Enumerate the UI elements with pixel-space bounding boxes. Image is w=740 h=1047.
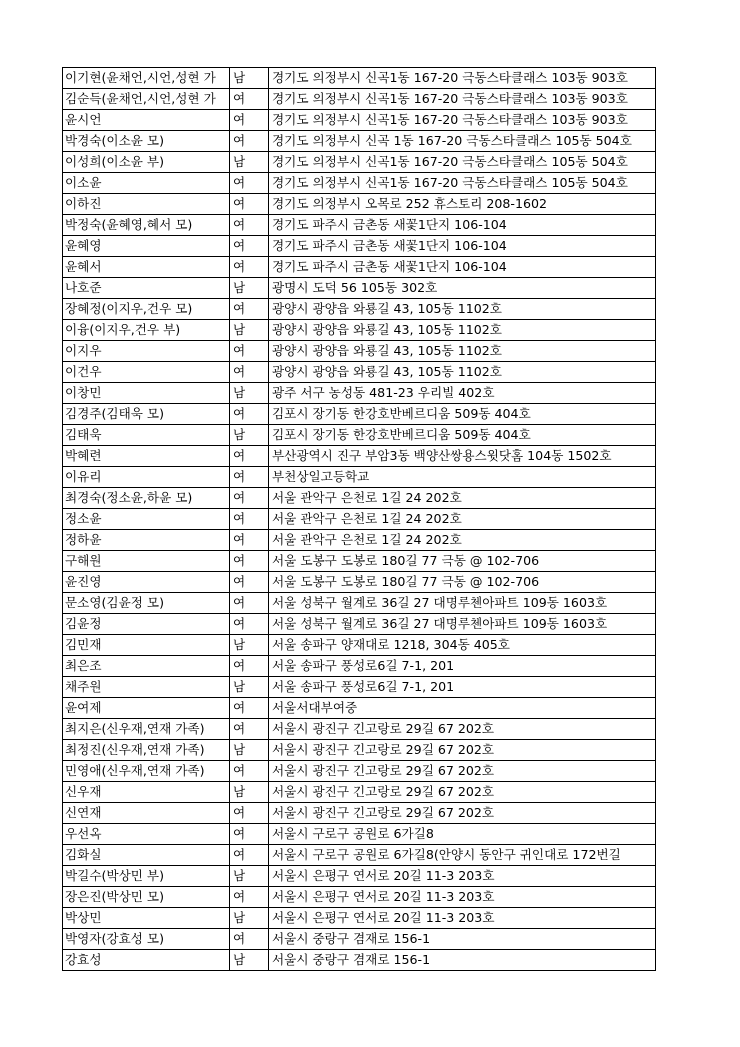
name-cell: 이창민 [63,383,230,404]
table-row [63,341,656,362]
table-row [63,299,656,320]
address-cell: 경기도 의정부시 오목로 252 휴스토리 208-1602 [269,194,656,215]
address-cell: 서울 송파구 풍성로6길 7-1, 201 [269,677,656,698]
table-row [63,908,656,929]
table-row [63,803,656,824]
address-cell: 서울시 광진구 긴고랑로 29길 67 202호 [269,719,656,740]
name-cell: 윤혜서 [63,257,230,278]
table-row [63,383,656,404]
table-row [63,215,656,236]
table-row [63,152,656,173]
name-cell: 박상민 [63,908,230,929]
gender-cell: 여 [230,509,269,530]
table-row [63,425,656,446]
gender-cell: 여 [230,488,269,509]
gender-cell: 여 [230,551,269,572]
name-cell: 윤시언 [63,110,230,131]
gender-cell: 여 [230,257,269,278]
address-cell: 경기도 파주시 금촌동 새꽃1단지 106-104 [269,215,656,236]
table-row [63,677,656,698]
gender-cell: 여 [230,614,269,635]
address-cell: 서울 송파구 양재대로 1218, 304동 405호 [269,635,656,656]
table-row [63,824,656,845]
address-cell: 부천상일고등학교 [269,467,656,488]
name-cell: 김화실 [63,845,230,866]
address-cell: 서울 관악구 은천로 1길 24 202호 [269,509,656,530]
name-cell: 이성희(이소윤 부) [63,152,230,173]
name-cell: 이기현(윤채언,시언,성현 가 [63,68,230,89]
name-cell: 우선옥 [63,824,230,845]
name-cell: 박길수(박상민 부) [63,866,230,887]
address-cell: 광명시 도덕 56 105동 302호 [269,278,656,299]
name-cell: 채주원 [63,677,230,698]
gender-cell: 여 [230,929,269,950]
name-cell: 박혜련 [63,446,230,467]
address-cell: 서울 성북구 월계로 36길 27 대명루첸아파트 109동 1603호 [269,614,656,635]
table-row [63,278,656,299]
gender-cell: 남 [230,782,269,803]
address-cell: 서울 도봉구 도봉로 180길 77 극동 @ 102-706 [269,572,656,593]
gender-cell: 남 [230,635,269,656]
address-cell: 경기도 파주시 금촌동 새꽃1단지 106-104 [269,257,656,278]
gender-cell: 여 [230,194,269,215]
gender-cell: 여 [230,698,269,719]
table-row [63,593,656,614]
table-row [63,467,656,488]
address-cell: 서울 관악구 은천로 1길 24 202호 [269,488,656,509]
address-table [62,67,656,971]
address-cell: 서울시 광진구 긴고랑로 29길 67 202호 [269,803,656,824]
address-table-body [63,68,656,971]
gender-cell: 여 [230,446,269,467]
table-row [63,866,656,887]
table-row [63,761,656,782]
name-cell: 김태욱 [63,425,230,446]
name-cell: 최은조 [63,656,230,677]
address-cell: 서울시 광진구 긴고랑로 29길 67 202호 [269,782,656,803]
gender-cell: 여 [230,845,269,866]
gender-cell: 남 [230,740,269,761]
table-row [63,719,656,740]
address-cell: 서울시 은평구 연서로 20길 11-3 203호 [269,887,656,908]
gender-cell: 여 [230,362,269,383]
name-cell: 최경숙(정소윤,하윤 모) [63,488,230,509]
name-cell: 신우재 [63,782,230,803]
gender-cell: 남 [230,908,269,929]
name-cell: 이융(이지우,건우 부) [63,320,230,341]
name-cell: 김민재 [63,635,230,656]
address-cell: 서울시 은평구 연서로 20길 11-3 203호 [269,908,656,929]
gender-cell: 여 [230,236,269,257]
gender-cell: 여 [230,530,269,551]
name-cell: 민영애(신우재,연재 가족) [63,761,230,782]
name-cell: 박정숙(윤혜영,혜서 모) [63,215,230,236]
address-cell: 서울 성북구 월계로 36길 27 대명루첸아파트 109동 1603호 [269,593,656,614]
name-cell: 최지은(신우재,연재 가족) [63,719,230,740]
address-cell: 광주 서구 농성동 481-23 우리빌 402호 [269,383,656,404]
address-cell: 서울시 구로구 공원로 6가길8(안양시 동안구 귀인대로 172번길 [269,845,656,866]
address-cell: 부산광역시 진구 부암3동 백양산쌍용스윗닷홈 104동 1502호 [269,446,656,467]
gender-cell: 여 [230,215,269,236]
table-row [63,572,656,593]
address-cell: 경기도 의정부시 신곡1동 167-20 극동스타클래스 105동 504호 [269,152,656,173]
address-cell: 경기도 의정부시 신곡1동 167-20 극동스타클래스 105동 504호 [269,173,656,194]
name-cell: 장은진(박상민 모) [63,887,230,908]
table-row [63,131,656,152]
address-cell: 경기도 파주시 금촌동 새꽃1단지 106-104 [269,236,656,257]
name-cell: 강효성 [63,950,230,971]
table-row [63,950,656,971]
address-cell: 서울시 중랑구 겸재로 156-1 [269,929,656,950]
gender-cell: 여 [230,761,269,782]
table-row [63,656,656,677]
gender-cell: 남 [230,278,269,299]
table-row [63,257,656,278]
name-cell: 김순득(윤채언,시언,성현 가 [63,89,230,110]
table-row [63,320,656,341]
table-row [63,614,656,635]
gender-cell: 여 [230,593,269,614]
gender-cell: 여 [230,656,269,677]
gender-cell: 여 [230,299,269,320]
table-row [63,446,656,467]
table-row [63,635,656,656]
table-row [63,362,656,383]
table-row [63,488,656,509]
table-row [63,929,656,950]
name-cell: 정소윤 [63,509,230,530]
gender-cell: 여 [230,803,269,824]
address-cell: 광양시 광양읍 와룡길 43, 105동 1102호 [269,299,656,320]
table-row [63,404,656,425]
table-row [63,782,656,803]
name-cell: 최정진(신우재,연재 가족) [63,740,230,761]
address-cell: 서울시 구로구 공원로 6가길8 [269,824,656,845]
table-row [63,530,656,551]
address-cell: 광양시 광양읍 와룡길 43, 105동 1102호 [269,341,656,362]
address-cell: 경기도 의정부시 신곡1동 167-20 극동스타클래스 103동 903호 [269,68,656,89]
address-cell: 서울서대부여중 [269,698,656,719]
gender-cell: 여 [230,131,269,152]
name-cell: 이소윤 [63,173,230,194]
table-row [63,236,656,257]
address-cell: 김포시 장기동 한강호반베르디움 509동 404호 [269,404,656,425]
name-cell: 박경숙(이소윤 모) [63,131,230,152]
address-cell: 서울 송파구 풍성로6길 7-1, 201 [269,656,656,677]
gender-cell: 남 [230,425,269,446]
address-cell: 광양시 광양읍 와룡길 43, 105동 1102호 [269,320,656,341]
address-cell: 경기도 의정부시 신곡1동 167-20 극동스타클래스 103동 903호 [269,89,656,110]
name-cell: 이하진 [63,194,230,215]
name-cell: 윤진영 [63,572,230,593]
gender-cell: 남 [230,866,269,887]
table-row [63,698,656,719]
address-cell: 경기도 의정부시 신곡1동 167-20 극동스타클래스 103동 903호 [269,110,656,131]
gender-cell: 여 [230,110,269,131]
gender-cell: 여 [230,89,269,110]
name-cell: 김경주(김태욱 모) [63,404,230,425]
table-row [63,887,656,908]
name-cell: 나호준 [63,278,230,299]
gender-cell: 여 [230,887,269,908]
address-cell: 서울 관악구 은천로 1길 24 202호 [269,530,656,551]
table-row [63,509,656,530]
name-cell: 윤여제 [63,698,230,719]
address-cell: 서울시 중랑구 겸재로 156-1 [269,950,656,971]
gender-cell: 남 [230,68,269,89]
table-row [63,173,656,194]
name-cell: 구해원 [63,551,230,572]
gender-cell: 남 [230,320,269,341]
address-cell: 서울시 은평구 연서로 20길 11-3 203호 [269,866,656,887]
name-cell: 윤혜영 [63,236,230,257]
name-cell: 문소영(김윤정 모) [63,593,230,614]
gender-cell: 여 [230,824,269,845]
table-row [63,551,656,572]
table-row [63,194,656,215]
address-cell: 서울 도봉구 도봉로 180길 77 극동 @ 102-706 [269,551,656,572]
table-row [63,110,656,131]
table-row [63,740,656,761]
gender-cell: 여 [230,341,269,362]
table-row [63,89,656,110]
gender-cell: 여 [230,404,269,425]
address-cell: 서울시 광진구 긴고랑로 29길 67 202호 [269,761,656,782]
name-cell: 김윤정 [63,614,230,635]
address-cell: 서울시 광진구 긴고랑로 29길 67 202호 [269,740,656,761]
name-cell: 이건우 [63,362,230,383]
gender-cell: 여 [230,719,269,740]
name-cell: 이지우 [63,341,230,362]
gender-cell: 남 [230,677,269,698]
address-cell: 광양시 광양읍 와룡길 43, 105동 1102호 [269,362,656,383]
name-cell: 박영자(강효성 모) [63,929,230,950]
gender-cell: 남 [230,152,269,173]
name-cell: 장혜정(이지우,건우 모) [63,299,230,320]
gender-cell: 남 [230,383,269,404]
gender-cell: 여 [230,572,269,593]
table-row [63,845,656,866]
address-cell: 경기도 의정부시 신곡 1동 167-20 극동스타클래스 105동 504호 [269,131,656,152]
name-cell: 정하윤 [63,530,230,551]
table-row [63,68,656,89]
gender-cell: 여 [230,467,269,488]
name-cell: 이유리 [63,467,230,488]
name-cell: 신연재 [63,803,230,824]
address-cell: 김포시 장기동 한강호반베르디움 509동 404호 [269,425,656,446]
gender-cell: 남 [230,950,269,971]
gender-cell: 여 [230,173,269,194]
